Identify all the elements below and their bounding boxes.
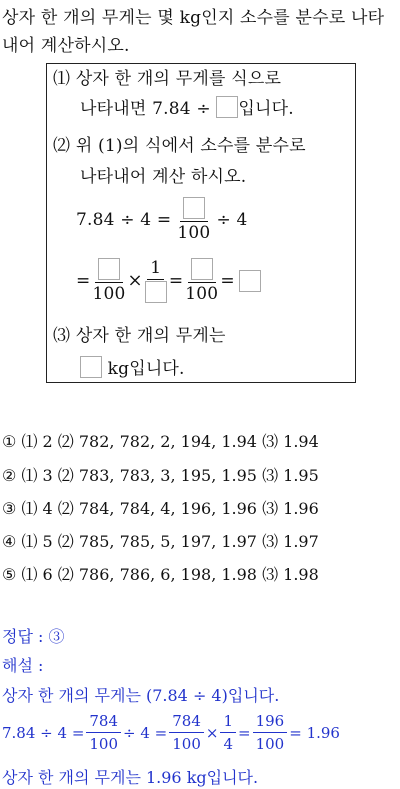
- eq2-numerator-2: 1: [147, 258, 164, 280]
- choice-mark: ②: [2, 466, 17, 485]
- blank-box[interactable]: [239, 270, 261, 292]
- exp-f4-num: 196: [253, 711, 288, 733]
- part-2-line-2: 나타내어 계산 하시오.: [80, 167, 247, 187]
- eq1-denominator: 100: [177, 223, 211, 243]
- exp-f2-den: 100: [172, 735, 201, 753]
- eq2-equals-2: =: [168, 271, 184, 291]
- question-line-1: 상자 한 개의 무게는 몇 kg인지 소수를 분수로 나타: [2, 8, 385, 28]
- part-1-line-2: [80, 96, 294, 122]
- exp-fraction-4: [253, 711, 288, 754]
- choice-2[interactable]: [2, 463, 319, 486]
- blank-box[interactable]: [191, 258, 213, 280]
- explanation-equation: [2, 711, 340, 754]
- eq2-equals: =: [76, 271, 91, 291]
- eq2-times: ×: [127, 270, 143, 291]
- exp-f4-den: 100: [255, 735, 285, 753]
- part-1-number: ⑴: [53, 69, 71, 89]
- exp-fraction-3: [220, 711, 236, 754]
- question-line-2: 내어 계산하시오.: [2, 36, 130, 56]
- eq1-right: ÷ 4: [216, 210, 248, 230]
- choice-mark: ①: [2, 432, 17, 451]
- choice-mark: ③: [2, 499, 17, 518]
- exp-f3-den: 4: [223, 735, 234, 753]
- explanation-line-1: 상자 한 개의 무게는 (7.84 ÷ 4)입니다.: [2, 686, 280, 705]
- eq2-fraction-2: [145, 258, 167, 304]
- choice-mark: ⑤: [2, 565, 17, 584]
- exp-f1-den: 100: [89, 735, 119, 753]
- exp-fraction-2: [169, 711, 204, 754]
- eq2-denominator-3: 100: [185, 284, 219, 304]
- answer-label: 정답 : ③: [2, 627, 65, 646]
- choice-5[interactable]: [2, 562, 319, 585]
- part-1-text: 상자 한 개의 무게를 식으로: [75, 69, 282, 89]
- equation-2: [76, 258, 261, 304]
- choice-text: ⑴ 4 ⑵ 784, 784, 4, 196, 1.96 ⑶ 1.96: [21, 499, 319, 518]
- exp-result: = 1.96: [289, 723, 340, 742]
- part-3-unit-text: kg입니다.: [107, 359, 185, 379]
- exp-f1-num: 784: [86, 711, 121, 733]
- part-3-number: ⑶: [53, 326, 71, 346]
- part-1-line-1: [53, 66, 281, 92]
- eq1-fraction: [177, 197, 210, 243]
- exp-fraction-1: [86, 711, 121, 754]
- part-1-expression: 나타내면 7.84 ÷: [80, 99, 211, 119]
- eq2-equals-3: =: [220, 271, 235, 291]
- explanation-label: 해설 :: [2, 656, 44, 675]
- exp-f2-num: 784: [169, 711, 204, 733]
- eq2-fraction-3: [185, 258, 218, 304]
- equation-1: [76, 197, 248, 243]
- choice-text: ⑴ 6 ⑵ 786, 786, 6, 198, 1.98 ⑶ 1.98: [21, 565, 319, 584]
- blank-box[interactable]: [145, 281, 167, 303]
- eq1-left: 7.84 ÷ 4 =: [76, 210, 172, 230]
- explanation-line-3: 상자 한 개의 무게는 1.96 kg입니다.: [2, 768, 259, 787]
- blank-box[interactable]: [216, 96, 238, 118]
- part-2-line-1: [53, 133, 306, 159]
- part-3-line-2: [80, 356, 185, 382]
- part-3-text: 상자 한 개의 무게는: [75, 326, 226, 346]
- choice-text: ⑴ 2 ⑵ 782, 782, 2, 194, 1.94 ⑶ 1.94: [21, 432, 319, 451]
- exp-mid-3: =: [238, 723, 251, 742]
- eq2-denominator-1: 100: [92, 284, 126, 304]
- exp-f3-num: 1: [220, 711, 236, 733]
- choice-4[interactable]: [2, 529, 319, 552]
- part-2-number: ⑵: [53, 136, 71, 156]
- part-3-line-1: [53, 323, 226, 349]
- choice-3[interactable]: [2, 496, 319, 519]
- blank-box[interactable]: [80, 356, 102, 378]
- exp-eq-left: 7.84 ÷ 4 =: [2, 723, 85, 742]
- choice-mark: ④: [2, 532, 17, 551]
- choice-text: ⑴ 5 ⑵ 785, 785, 5, 197, 1.97 ⑶ 1.97: [21, 532, 319, 551]
- blank-box[interactable]: [98, 258, 120, 280]
- eq2-fraction-1: [92, 258, 125, 304]
- exp-mid-1: ÷ 4 =: [123, 723, 168, 742]
- choice-text: ⑴ 3 ⑵ 783, 783, 3, 195, 1.95 ⑶ 1.95: [21, 466, 319, 485]
- choice-1[interactable]: [2, 429, 319, 452]
- exp-mid-2: ×: [205, 723, 219, 742]
- blank-box[interactable]: [183, 197, 205, 219]
- part-2-text: 위 (1)의 식에서 소수를 분수로: [75, 136, 306, 156]
- part-1-suffix: 입니다.: [238, 99, 294, 119]
